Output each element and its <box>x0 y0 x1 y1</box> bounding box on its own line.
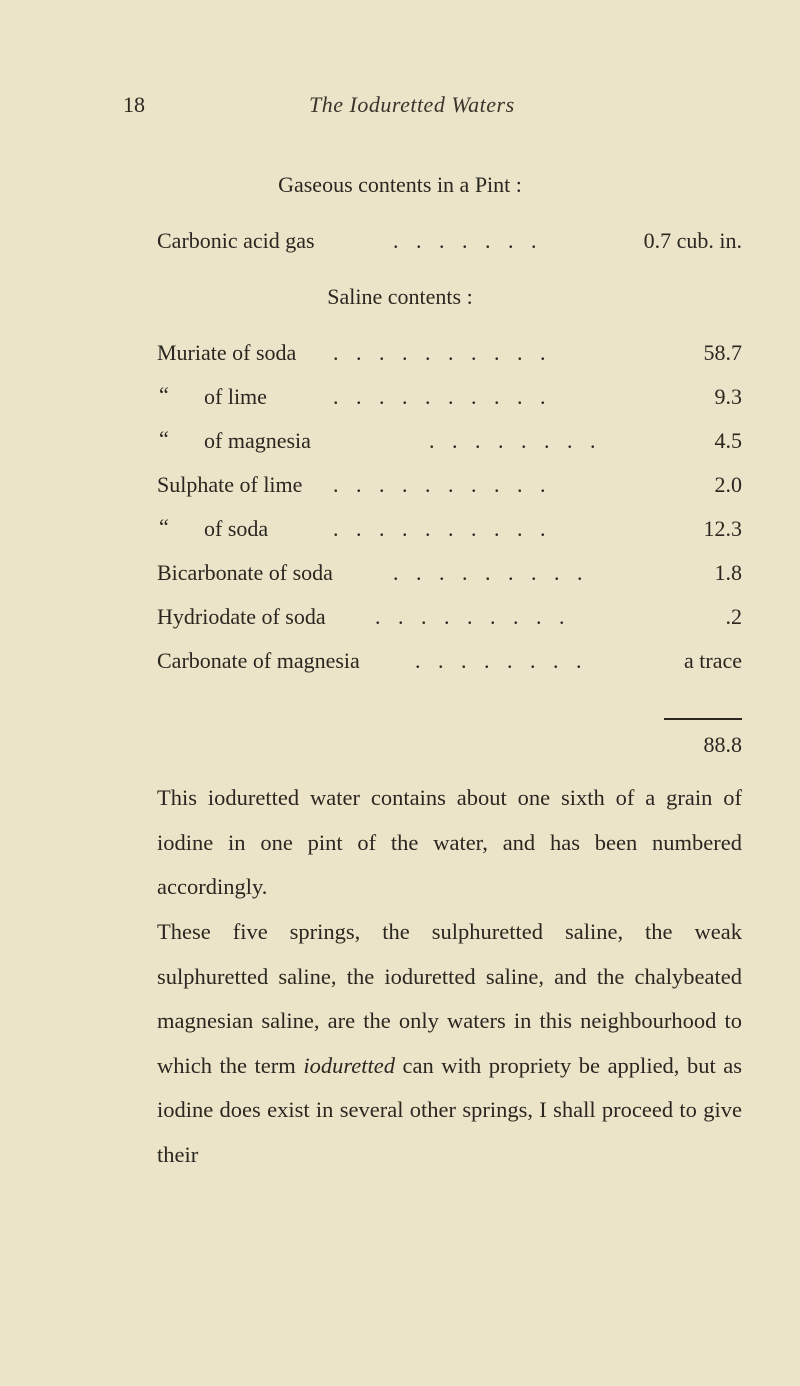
table-row <box>157 648 742 682</box>
leader-dots: . . . . . . . . . . <box>333 384 552 409</box>
paragraph-text: This ioduretted water contains about one sixth of a grain of iodine in one pint of the water, and has been numbered accordingly. <box>157 785 742 899</box>
leader-dots: . . . . . . . . . . <box>333 340 552 365</box>
row-value: 12.3 <box>703 516 742 541</box>
row-label: of magnesia <box>204 428 311 453</box>
leader-dots: . . . . . . . . . . <box>333 472 552 497</box>
row-label: Bicarbonate of soda <box>157 560 333 585</box>
row-label: Sulphate of lime <box>157 472 303 497</box>
italic-term: ioduretted <box>303 1052 395 1078</box>
table-row <box>157 340 742 374</box>
table-row <box>157 516 742 550</box>
leader-dots: . . . . . . . <box>393 228 543 253</box>
row-value: 1.8 <box>714 560 742 585</box>
leader-dots: . . . . . . . . . . <box>333 516 552 541</box>
leader-dots: . . . . . . . . <box>415 648 588 673</box>
ditto-mark: “ <box>159 514 169 539</box>
page-header <box>123 92 743 124</box>
row-value: 58.7 <box>703 340 742 365</box>
table-row <box>157 428 742 462</box>
saline-heading: Saline contents : <box>327 284 473 309</box>
row-value: 0.7 cub. in. <box>643 228 742 253</box>
row-label: Carbonate of magnesia <box>157 648 360 673</box>
running-title: The Ioduretted Waters <box>309 92 515 117</box>
leader-dots: . . . . . . . . <box>429 428 602 453</box>
table-row <box>157 604 742 638</box>
ditto-mark: “ <box>159 426 169 451</box>
row-label: Carbonic acid gas <box>157 228 315 253</box>
leader-dots: . . . . . . . . . <box>375 604 571 629</box>
total-value: 88.8 <box>703 732 742 757</box>
row-value: 2.0 <box>714 472 742 497</box>
page-number: 18 <box>123 92 145 117</box>
table-row <box>157 472 742 506</box>
table-row <box>157 560 742 594</box>
paragraph-2 <box>157 910 742 1177</box>
paragraph-text: can with propriety be applied, but as iodine does exist in several other springs, I shall proceed to give their <box>157 1052 742 1167</box>
row-label: of soda <box>204 516 269 541</box>
row-label: Hydriodate of soda <box>157 604 326 629</box>
ditto-mark: “ <box>159 382 169 407</box>
table-row <box>157 384 742 418</box>
total-rule <box>664 718 742 720</box>
paragraph-text: These five springs, the sulphuretted saline, the weak sulphuretted saline, the ioduretted saline, and the chalybeated magnesian saline, are the only waters in this neighbourhood to which the term <box>157 919 742 1078</box>
gaseous-row-carbonic-acid <box>157 228 742 262</box>
row-label: Muriate of soda <box>157 340 297 365</box>
paragraph-1 <box>157 776 742 910</box>
row-value: .2 <box>725 604 742 629</box>
leader-dots: . . . . . . . . . <box>393 560 589 585</box>
row-label: of lime <box>204 384 267 409</box>
row-value: 9.3 <box>714 384 742 409</box>
row-value: 4.5 <box>714 428 742 453</box>
gaseous-heading: Gaseous contents in a Pint : <box>278 172 522 197</box>
row-value: a trace <box>684 648 742 673</box>
